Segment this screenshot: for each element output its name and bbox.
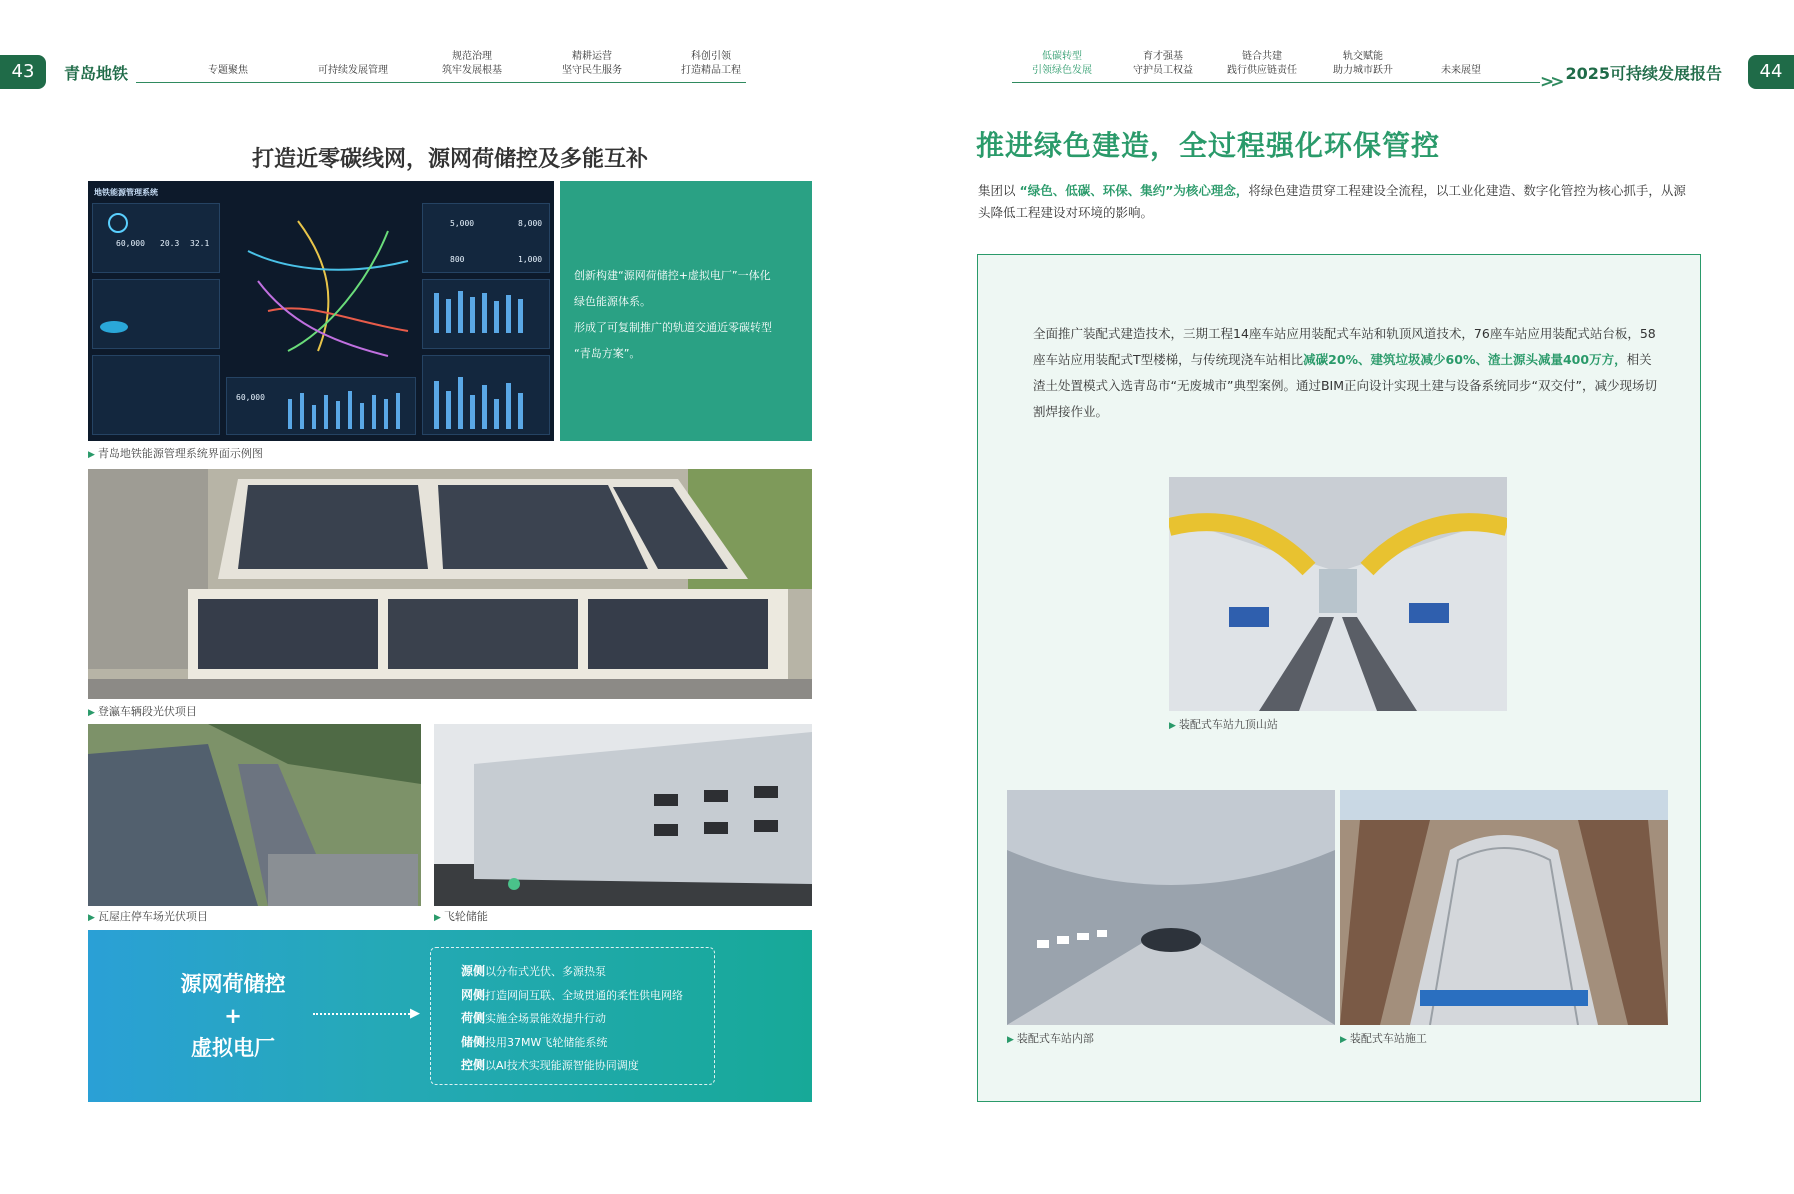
wawuzhuang-solar-photo — [88, 724, 421, 906]
vpp-item: 源侧以分布式光伏、多源热泵 — [461, 964, 607, 978]
energy-dashboard-image — [88, 181, 554, 441]
solar-depot-graphic — [88, 724, 421, 906]
flywheel-caption: ▶ 飞轮储能 — [434, 910, 488, 923]
dashboard-value: 5,000 — [450, 219, 475, 228]
station-interior-graphic — [1007, 790, 1335, 1025]
station1-caption: ▶ 装配式车站九顶山站 — [1169, 718, 1278, 731]
left-page-number: 43 — [0, 55, 46, 89]
dashboard-value: 20.3 — [160, 239, 180, 248]
green-energy-summary-box: 创新构建“源网荷储控+虚拟电厂”一体化 绿色能源体系。 形成了可复制推广的轨道交通近零碳转型 “青岛方案”。 — [560, 181, 812, 441]
vpp-heading: 源网荷储控 + 虚拟电厂 — [180, 972, 286, 1060]
header-rule-right — [1012, 82, 1540, 83]
nav-item-talent[interactable]: 育才强基 守护员工权益 — [1133, 51, 1193, 76]
header-rule-left — [136, 82, 746, 83]
nav-item-operation[interactable]: 精耕运营 坚守民生服务 — [562, 51, 622, 76]
right-brand: 2025可持续发展报告 — [1565, 64, 1722, 83]
inside-caption: ▶ 装配式车站内部 — [1007, 1032, 1094, 1045]
dashboard-caption: ▶ 青岛地铁能源管理系统界面示例图 — [88, 447, 263, 460]
solar-caption: ▶ 登瀛车辆段光伏项目 — [88, 705, 197, 718]
solar2-caption: ▶ 瓦屋庄停车场光伏项目 — [88, 910, 208, 923]
station-construction-photo — [1340, 790, 1668, 1025]
dashboard-value: 800 — [450, 255, 465, 264]
left-brand: 青岛地铁 — [64, 64, 129, 83]
arrow-head-icon: ▶ — [410, 1006, 420, 1021]
dengying-solar-photo — [88, 469, 812, 699]
virtual-power-plant-box — [88, 930, 812, 1102]
left-page-title: 打造近零碳线网，源网荷储控及多能互补 — [251, 147, 648, 172]
double-chevron-icon: >> — [1540, 72, 1561, 92]
station-hall-graphic — [1169, 477, 1507, 711]
right-page-intro: 集团以 “绿色、低碳、环保、集约”为核心理念，将绿色建造贯穿工程建设全流程，以工业化建造、数字化管控为核心抓手，从源头降低工程建设对环境的影响。 — [978, 183, 1686, 220]
metro-network-map-graphic — [88, 181, 554, 441]
vpp-item: 网侧打造网间互联、全域贯通的柔性供电网络 — [461, 987, 684, 1002]
nav-item-governance[interactable]: 规范治理 筑牢发展根基 — [442, 51, 502, 76]
nav-item-low-carbon[interactable]: 低碳转型 引领绿色发展 — [1032, 51, 1092, 76]
vpp-item: 控侧以AI技术实现能源智能协同调度 — [461, 1058, 639, 1072]
nav-item-management[interactable]: 可持续发展管理 — [318, 65, 388, 76]
nav-item-topic[interactable]: 专题聚焦 — [208, 65, 248, 76]
dashboard-value: 60,000 — [236, 393, 265, 402]
right-page-number: 44 — [1748, 55, 1794, 89]
vpp-item: 储侧投用37MW飞轮储能系统 — [461, 1034, 608, 1049]
dashboard-value: 32.1 — [190, 239, 210, 248]
vpp-items-box — [430, 947, 715, 1085]
station-interior-photo — [1007, 790, 1335, 1025]
dashboard-value: 8,000 — [518, 219, 543, 228]
nav-item-innovation[interactable]: 科创引领 打造精品工程 — [681, 51, 741, 76]
dashboard-value: 1,000 — [518, 255, 543, 264]
vpp-item: 荷侧实施全场景能效提升行动 — [461, 1011, 607, 1025]
dotted-arrow — [313, 1013, 417, 1015]
solar-roof-graphic — [88, 469, 812, 699]
construct-caption: ▶ 装配式车站施工 — [1340, 1032, 1427, 1045]
jiudingshan-station-photo — [1169, 477, 1507, 711]
flywheel-cabinet-graphic — [434, 724, 812, 906]
nav-item-future[interactable]: 未来展望 — [1441, 65, 1481, 76]
green-construction-body: 全面推广装配式建造技术，三期工程14座车站应用装配式车站和轨顶风道技术，76座车站应用装配式站台板，58座车站应用装配式T型楼梯，与传统现浇车站相比减碳20%、建筑垃圾减少60%、渣土源头减量400万方，相关渣土处置模式入选青岛市“无废城市”典型案例。通过BIM正向设计实现土建与设备系统同步“双交付”，减少现场切割焊接作业。 — [1033, 326, 1657, 419]
nav-item-city[interactable]: 轨交赋能 助力城市跃升 — [1333, 51, 1393, 76]
dashboard-value: 60,000 — [116, 239, 145, 248]
dashboard-title: 地铁能源管理系统 — [94, 188, 158, 197]
flywheel-storage-photo — [434, 724, 812, 906]
station-construction-graphic — [1340, 790, 1668, 1025]
nav-item-supply-chain[interactable]: 链合共建 践行供应链责任 — [1227, 51, 1297, 76]
right-page-title: 推进绿色建造，全过程强化环保管控 — [976, 129, 1441, 162]
